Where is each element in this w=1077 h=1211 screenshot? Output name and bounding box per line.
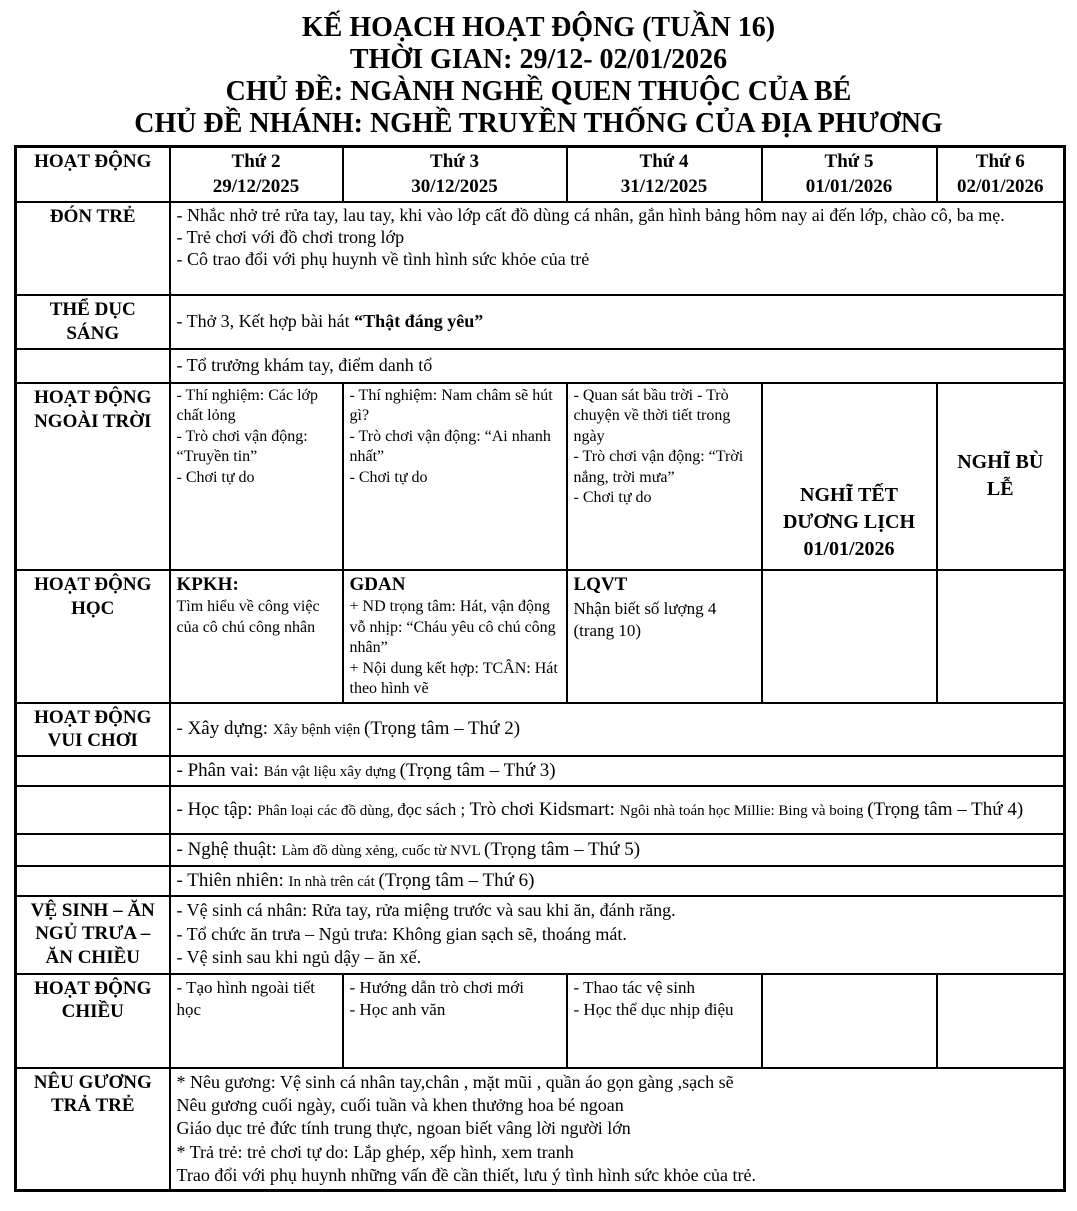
content-line: - Trẻ chơi với đồ chơi trong lớp bbox=[176, 227, 405, 248]
area-name: - Phân vai: bbox=[176, 760, 264, 782]
content-line: - Trò chơi vận động: “Ai nhanh nhất” bbox=[349, 427, 551, 466]
content-line: - Tạo hình ngoài tiết học bbox=[176, 977, 315, 1019]
document-title-block bbox=[14, 12, 1063, 140]
row-label-ve-sinh: VỆ SINH – ĂN NGỦ TRƯA – ĂN CHIỀU bbox=[16, 896, 170, 974]
vui-choi-hoc-tap bbox=[170, 786, 1065, 834]
focus-note: (Trọng tâm – Thứ 3) bbox=[399, 760, 556, 782]
row-kham-tay bbox=[16, 349, 1065, 383]
title-line-1: KẾ HOẠCH HOẠT ĐỘNG (TUẦN 16) bbox=[301, 12, 776, 43]
area-detail: đọc sách ; bbox=[397, 799, 470, 819]
row-label-neu-guong: NÊU GƯƠNG TRẢ TRẺ bbox=[16, 1068, 170, 1191]
content-line: - Quan sát bầu trời - Trò chuyện về thời tiết trong ngày bbox=[573, 386, 731, 445]
area-detail: Xây bệnh viện bbox=[272, 722, 365, 739]
content-line: - Vệ sinh cá nhân: Rửa tay, rửa miệng trước và sau khi ăn, đánh răng. bbox=[176, 900, 676, 921]
title-line-2: THỜI GIAN: 29/12- 02/01/2026 bbox=[349, 44, 728, 75]
vui-choi-phan-vai bbox=[170, 756, 1065, 786]
content-line: - Thí nghiệm: Các lớp chất lỏng bbox=[176, 386, 318, 425]
row-thien-nhien bbox=[16, 866, 1065, 896]
content-line: + Nội dung kết hợp: TCÂN: Hát theo hình vẽ bbox=[349, 659, 558, 698]
row-label-ngoai-troi: HOẠT ĐỘNG NGOÀI TRỜI bbox=[16, 383, 170, 570]
day-date: 01/01/2026 bbox=[805, 175, 893, 197]
row-label-the-duc-sang: THỂ DỤC SÁNG bbox=[16, 295, 170, 349]
content-line: Tìm hiểu về công việc của cô chú công nhân bbox=[176, 598, 320, 636]
content-line: Giáo dục trẻ đức tính trung thực, ngoan biết vâng lời người lớn bbox=[176, 1118, 631, 1139]
content-line: Nhận biết số lượng 4 (trang 10) bbox=[573, 598, 717, 640]
content-line: - Chơi tự do bbox=[176, 468, 255, 486]
row-the-duc-sang bbox=[16, 295, 1065, 349]
row-hoc bbox=[16, 570, 1065, 703]
row-chieu bbox=[16, 974, 1065, 1068]
day-date: 30/12/2025 bbox=[411, 175, 498, 197]
content-line: - Cô trao đổi với phụ huynh về tình hình sức khỏe của trẻ bbox=[176, 249, 590, 270]
kham-tay-content: - Tổ trưởng khám tay, điểm danh tổ bbox=[170, 349, 1065, 383]
weekly-plan-table bbox=[14, 145, 1066, 1192]
content-line: - Học thể dục nhịp điệu bbox=[573, 999, 734, 1019]
title-line-4: CHỦ ĐỀ NHÁNH: NGHỀ TRUYỀN THỐNG CỦA ĐỊA PHƯƠNG bbox=[134, 108, 943, 139]
chieu-mon bbox=[170, 974, 343, 1068]
don-tre-content bbox=[170, 202, 1065, 295]
empty-cell bbox=[16, 786, 170, 834]
day-date: 29/12/2025 bbox=[212, 175, 300, 197]
song-title: “Thật đáng yêu” bbox=[354, 311, 484, 332]
row-nghe-thuat bbox=[16, 834, 1065, 866]
area-name: - Xây dựng: bbox=[176, 718, 273, 740]
vui-choi-thien-nhien bbox=[170, 866, 1065, 896]
focus-note: (Trọng tâm – Thứ 5) bbox=[484, 838, 641, 860]
area-name: - Thiên nhiên: bbox=[176, 869, 289, 891]
day-label: Thứ 4 bbox=[639, 151, 689, 172]
row-label-vui-choi: HOẠT ĐỘNG VUI CHƠI bbox=[16, 703, 170, 757]
day-label: Thứ 6 bbox=[975, 151, 1025, 172]
content-line: - Vệ sinh sau khi ngủ dậy – ăn xế. bbox=[176, 947, 422, 968]
column-header-day-2 bbox=[170, 147, 343, 203]
content-text: - Thở 3, Kết hợp bài hát bbox=[176, 311, 355, 332]
empty-cell bbox=[762, 974, 937, 1068]
area-detail: Trò chơi Kidsmart: bbox=[469, 798, 620, 820]
row-label-chieu: HOẠT ĐỘNG CHIỀU bbox=[16, 974, 170, 1068]
day-label: Thứ 5 bbox=[824, 151, 874, 172]
column-header-day-5 bbox=[762, 147, 937, 203]
subject-title: GDAN bbox=[349, 573, 406, 595]
content-line: * Nêu gương: Vệ sinh cá nhân tay,chân , mặt mũi , quần áo gọn gàng ,sạch sẽ bbox=[176, 1071, 734, 1092]
area-detail: Bán vật liệu xây dựng bbox=[263, 764, 400, 781]
row-hoc-tap bbox=[16, 786, 1065, 834]
vui-choi-xay-dung bbox=[170, 703, 1065, 757]
focus-note: (Trọng tâm – Thứ 2) bbox=[364, 718, 521, 740]
content-line: * Trả trẻ: trẻ chơi tự do: Lắp ghép, xếp hình, xem tranh bbox=[176, 1141, 574, 1162]
area-name: - Học tập: bbox=[176, 798, 258, 820]
row-ve-sinh bbox=[16, 896, 1065, 974]
day-label: Thứ 2 bbox=[231, 151, 281, 172]
holiday-date: 01/01/2026 bbox=[803, 537, 895, 560]
content-line: - Học anh văn bbox=[349, 999, 446, 1019]
day-date: 31/12/2025 bbox=[620, 175, 708, 197]
vui-choi-nghe-thuat bbox=[170, 834, 1065, 866]
content-line: - Chơi tự do bbox=[349, 468, 428, 486]
content-line: - Hướng dẫn trò chơi mới bbox=[349, 977, 525, 997]
subject-title: LQVT bbox=[573, 573, 628, 595]
column-header-day-6 bbox=[937, 147, 1065, 203]
empty-cell bbox=[16, 866, 170, 896]
row-label-don-tre: ĐÓN TRẺ bbox=[16, 202, 170, 295]
thu-holiday-note bbox=[762, 383, 937, 570]
empty-cell bbox=[16, 756, 170, 786]
column-header-day-4 bbox=[567, 147, 762, 203]
empty-cell bbox=[16, 834, 170, 866]
the-duc-sang-content bbox=[170, 295, 1065, 349]
ngoai-troi-mon bbox=[170, 383, 343, 570]
header-row bbox=[16, 147, 1065, 203]
fri-holiday-note: NGHĨ BÙ LỄ bbox=[937, 383, 1065, 570]
content-line: - Thí nghiệm: Nam châm sẽ hút gì? bbox=[349, 386, 553, 425]
content-line: - Trò chơi vận động: “Trời nắng, trời mưa” bbox=[573, 448, 744, 486]
row-don-tre bbox=[16, 202, 1065, 295]
empty-cell bbox=[937, 570, 1065, 703]
content-line: Nêu gương cuối ngày, cuối tuần và khen thưởng hoa bé ngoan bbox=[176, 1094, 624, 1115]
column-header-activity: HOẠT ĐỘNG bbox=[16, 147, 170, 203]
neu-guong-content bbox=[170, 1068, 1065, 1191]
row-neu-guong bbox=[16, 1068, 1065, 1191]
area-detail: In nhà trên cát bbox=[288, 873, 379, 890]
content-line: - Trò chơi vận động: “Truyền tin” bbox=[176, 427, 308, 466]
ngoai-troi-tue bbox=[343, 383, 567, 570]
hoc-wed bbox=[567, 570, 762, 703]
content-line: - Chơi tự do bbox=[573, 489, 652, 507]
row-phan-vai bbox=[16, 756, 1065, 786]
area-detail: Làm đồ dùng xẻng, cuốc từ NVL bbox=[281, 842, 485, 859]
empty-cell bbox=[16, 349, 170, 383]
title-line-3: CHỦ ĐỀ: NGÀNH NGHỀ QUEN THUỘC CỦA BÉ bbox=[225, 76, 852, 107]
content-line: - Thao tác vệ sinh bbox=[573, 977, 695, 997]
day-date: 02/01/2026 bbox=[956, 175, 1044, 197]
row-label-hoc: HOẠT ĐỘNG HỌC bbox=[16, 570, 170, 703]
hoc-tue bbox=[343, 570, 567, 703]
subject-title: KPKH: bbox=[176, 573, 239, 595]
focus-note: (Trọng tâm – Thứ 6) bbox=[378, 869, 535, 891]
hoc-mon bbox=[170, 570, 343, 703]
column-header-day-3 bbox=[343, 147, 567, 203]
chieu-wed bbox=[567, 974, 762, 1068]
day-label: Thứ 3 bbox=[430, 151, 479, 172]
row-vui-choi bbox=[16, 703, 1065, 757]
focus-note: (Trọng tâm – Thứ 4) bbox=[867, 798, 1024, 820]
area-detail: Ngôi nhà toán học Millie: Bing và boing bbox=[619, 802, 868, 819]
empty-cell bbox=[762, 570, 937, 703]
content-line: + ND trọng tâm: Hát, vận động vỗ nhịp: “Cháu yêu cô chú công nhân” bbox=[349, 598, 556, 657]
content-line: Trao đổi với phụ huynh những vấn đề cần thiết, lưu ý tình hình sức khỏe của trẻ. bbox=[176, 1165, 757, 1186]
area-detail: Phân loại các đồ dùng, bbox=[257, 802, 398, 819]
row-ngoai-troi bbox=[16, 383, 1065, 570]
content-line: - Tổ chức ăn trưa – Ngủ trưa: Không gian sạch sẽ, thoáng mát. bbox=[176, 923, 627, 944]
empty-cell bbox=[937, 974, 1065, 1068]
ngoai-troi-wed bbox=[567, 383, 762, 570]
area-name: - Nghệ thuật: bbox=[176, 838, 282, 860]
content-line: - Nhắc nhở trẻ rửa tay, lau tay, khi vào lớp cất đồ dùng cá nhân, gắn hình bảng hôm nay ai đến lớp, chào cô, ba mẹ. bbox=[176, 205, 1005, 226]
ve-sinh-content bbox=[170, 896, 1065, 974]
holiday-line: NGHĨ TẾT DƯƠNG LỊCH bbox=[782, 483, 916, 533]
chieu-tue bbox=[343, 974, 567, 1068]
